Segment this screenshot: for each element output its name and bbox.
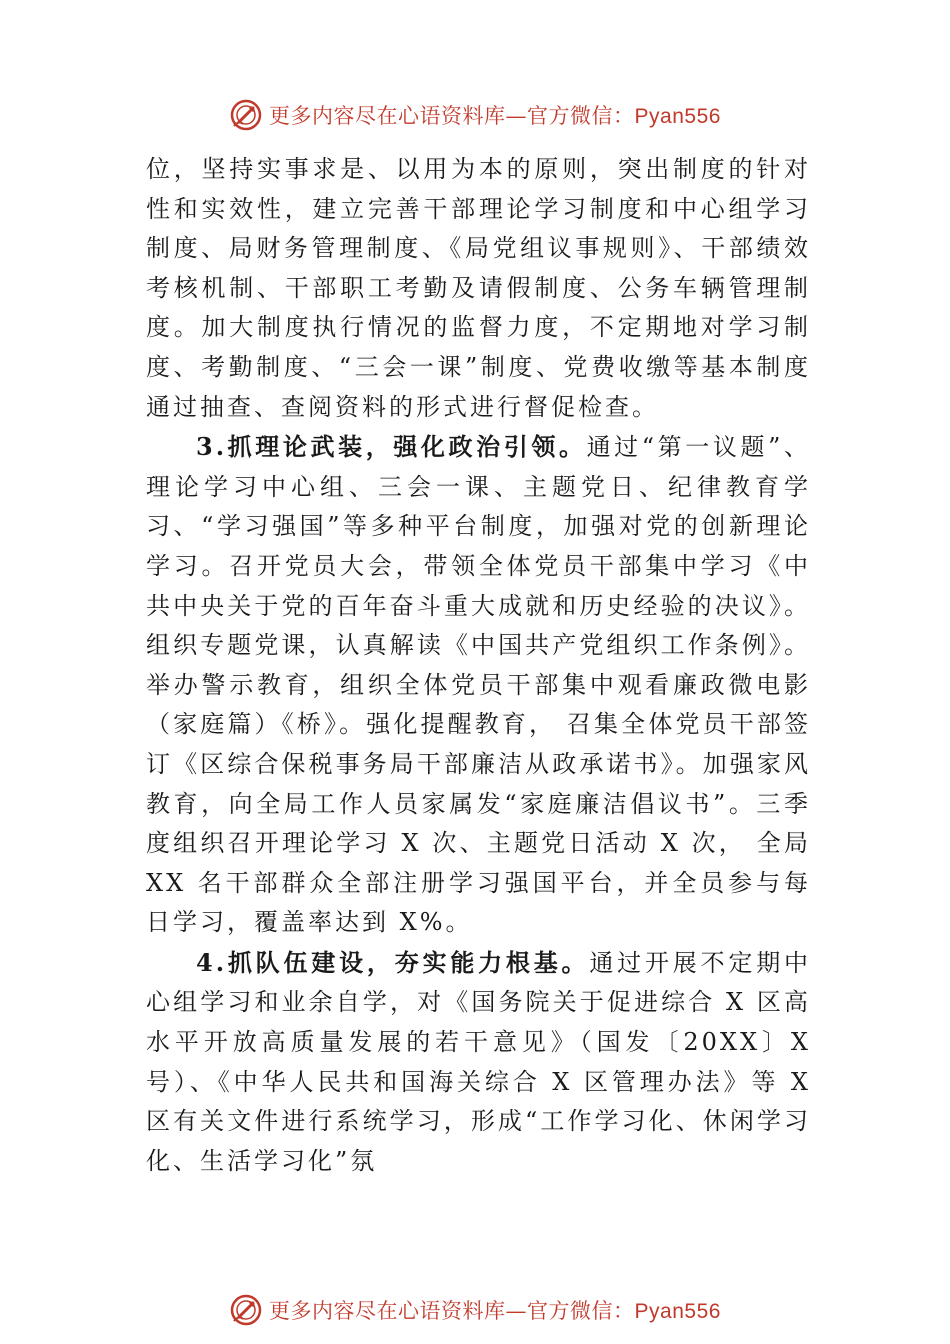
watermark-contact: Pyan556 [634, 105, 721, 128]
paragraph-4-body: 通过开展不定期中心组学习和业余自学，对《国务院关于促进综合 X 区高水平开放高质量发展的若干意见》（国发〔20XX〕X 号）、《中华人民共和国海关综合 X 区管理办法》等 X 区有关文件进行系统学习，形成“工作学习化、休闲学习化、生活学习化”氛 [146, 948, 812, 1175]
footer-watermark [0, 1290, 950, 1330]
seal-logo-icon [229, 98, 263, 132]
header-watermark [0, 95, 950, 135]
document-body [146, 150, 811, 1181]
paragraph-continued: 位，坚持实事求是、以用为本的原则，突出制度的针对性和实效性，建立完善干部理论学习制度和中心组学习制度、局财务管理制度、《局党组议事规则》、干部绩效考核机制、干部职工考勤及请假制度、公务车辆管理制度。加大制度执行情况的监督力度，不定期地对学习制度、考勤制度、“三会一课”制度、党费收缴等基本制度通过抽查、查阅资料的形式进行督促检查。 [146, 155, 811, 421]
watermark-contact: Pyan556 [634, 1300, 721, 1323]
seal-logo-icon [229, 1293, 263, 1327]
paragraph-3 [146, 427, 811, 943]
paragraph-4-heading: 4.抓队伍建设，夯实能力根基。 [196, 947, 590, 977]
paragraph-3-body: 通过“第一议题”、理论学习中心组、三会一课、主题党日、纪律教育学习、“学习强国”等多种平台制度，加强对党的创新理论学习。召开党员大会，带领全体党员干部集中学习《中共中央关于党的百年奋斗重大成就和历史经验的决议》。组织专题党课，认真解读《中国共产党组织工作条例》。举办警示教育，组织全体党员干部集中观看廉政微电影（家庭篇）《桥》。强化提醒教育， 召集全体党员干部签订《区综合保税事务局干部廉洁从政承诺书》。加强家风教育，向全局工作人员家属发“家庭廉洁倡议书”。三季度组织召开理论学习 X 次、主题党日活动 X 次， 全局 XX 名干部群众全部注册学习强国平台，并全员参与每日学习，覆盖率达到 X%。 [146, 433, 811, 937]
watermark-text: 更多内容尽在心语资料库—官方微信：Pyan556 [269, 1299, 721, 1323]
watermark-text: 更多内容尽在心语资料库—官方微信：Pyan556 [269, 104, 721, 128]
paragraph-4 [146, 943, 811, 1182]
paragraph-3-heading: 3.抓理论武装，强化政治引领。 [196, 432, 587, 462]
